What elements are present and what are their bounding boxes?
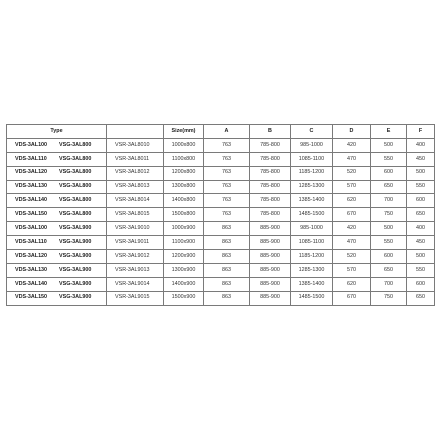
table-row xyxy=(7,152,435,166)
cell-b: 885-900 xyxy=(250,291,291,305)
cell-e: 650 xyxy=(371,263,407,277)
cell-type xyxy=(7,291,107,305)
cell-b: 785-800 xyxy=(250,194,291,208)
cell-b: 785-800 xyxy=(250,166,291,180)
cell-f: 450 xyxy=(407,152,435,166)
cell-c: 1085-1100 xyxy=(291,236,333,250)
cell-d: 420 xyxy=(333,138,371,152)
cell-size: 1400x900 xyxy=(164,277,204,291)
cell-f: 450 xyxy=(407,236,435,250)
cell-model-vsg: VSG-3AL900 xyxy=(59,294,92,301)
cell-d: 670 xyxy=(333,208,371,222)
cell-model-vsg: VSG-3AL900 xyxy=(59,238,92,245)
cell-e: 550 xyxy=(371,152,407,166)
table-row xyxy=(7,222,435,236)
cell-model-vsr: VSR-3AL9010 xyxy=(107,222,164,236)
cell-a: 863 xyxy=(204,263,250,277)
cell-model-vds: VDS-3AL100 xyxy=(15,224,48,231)
cell-type xyxy=(7,222,107,236)
cell-e: 500 xyxy=(371,138,407,152)
cell-model-vsr: VSR-3AL8015 xyxy=(107,208,164,222)
cell-model-vds: VDS-3AL130 xyxy=(15,183,48,190)
header-d: D xyxy=(333,125,371,139)
cell-d: 620 xyxy=(333,277,371,291)
cell-model-vsg: VSG-3AL900 xyxy=(59,252,92,259)
cell-a: 763 xyxy=(204,208,250,222)
cell-type xyxy=(7,180,107,194)
cell-model-vds: VDS-3AL150 xyxy=(15,211,48,218)
cell-size: 1000x900 xyxy=(164,222,204,236)
cell-d: 570 xyxy=(333,263,371,277)
cell-e: 750 xyxy=(371,291,407,305)
cell-size: 1300x800 xyxy=(164,180,204,194)
cell-model-vsr: VSR-3AL9015 xyxy=(107,291,164,305)
cell-size: 1400x800 xyxy=(164,194,204,208)
cell-b: 885-900 xyxy=(250,222,291,236)
cell-e: 550 xyxy=(371,236,407,250)
cell-c: 1185-1200 xyxy=(291,166,333,180)
cell-model-vsr: VSR-3AL8014 xyxy=(107,194,164,208)
cell-model-vsg: VSG-3AL900 xyxy=(59,280,92,287)
cell-d: 520 xyxy=(333,250,371,264)
cell-model-vsr: VSR-3AL9013 xyxy=(107,263,164,277)
cell-size: 1500x800 xyxy=(164,208,204,222)
cell-f: 600 xyxy=(407,277,435,291)
cell-type xyxy=(7,166,107,180)
cell-e: 750 xyxy=(371,208,407,222)
cell-size: 1000x800 xyxy=(164,138,204,152)
cell-size: 1500x900 xyxy=(164,291,204,305)
cell-b: 785-800 xyxy=(250,152,291,166)
table-row xyxy=(7,166,435,180)
cell-size: 1200x900 xyxy=(164,250,204,264)
spec-table-body xyxy=(7,125,435,306)
cell-f: 550 xyxy=(407,180,435,194)
header-e: E xyxy=(371,125,407,139)
table-row xyxy=(7,277,435,291)
header-c: C xyxy=(291,125,333,139)
cell-a: 763 xyxy=(204,166,250,180)
cell-c: 985-1000 xyxy=(291,222,333,236)
cell-model-vds: VDS-3AL150 xyxy=(15,294,48,301)
cell-f: 600 xyxy=(407,194,435,208)
cell-d: 470 xyxy=(333,236,371,250)
cell-f: 650 xyxy=(407,208,435,222)
cell-model-vsr: VSR-3AL9014 xyxy=(107,277,164,291)
cell-b: 885-900 xyxy=(250,263,291,277)
cell-type xyxy=(7,208,107,222)
cell-c: 1085-1100 xyxy=(291,152,333,166)
cell-d: 670 xyxy=(333,291,371,305)
cell-d: 620 xyxy=(333,194,371,208)
header-row xyxy=(7,125,435,139)
cell-size: 1100x800 xyxy=(164,152,204,166)
cell-c: 1285-1300 xyxy=(291,263,333,277)
cell-a: 863 xyxy=(204,236,250,250)
cell-e: 650 xyxy=(371,180,407,194)
table-row xyxy=(7,194,435,208)
cell-b: 785-800 xyxy=(250,208,291,222)
cell-d: 420 xyxy=(333,222,371,236)
cell-model-vds: VDS-3AL110 xyxy=(15,155,47,162)
cell-c: 1485-1500 xyxy=(291,208,333,222)
cell-a: 863 xyxy=(204,222,250,236)
cell-model-vsr: VSR-3AL9011 xyxy=(107,236,164,250)
cell-a: 863 xyxy=(204,250,250,264)
cell-e: 700 xyxy=(371,277,407,291)
cell-type xyxy=(7,138,107,152)
header-a: A xyxy=(204,125,250,139)
cell-f: 400 xyxy=(407,222,435,236)
cell-b: 885-900 xyxy=(250,250,291,264)
table-row xyxy=(7,180,435,194)
table-row xyxy=(7,263,435,277)
cell-a: 763 xyxy=(204,152,250,166)
cell-d: 470 xyxy=(333,152,371,166)
cell-model-vsg: VSG-3AL800 xyxy=(59,169,92,176)
cell-b: 785-800 xyxy=(250,138,291,152)
cell-a: 763 xyxy=(204,194,250,208)
header-code xyxy=(107,125,164,139)
cell-b: 885-900 xyxy=(250,236,291,250)
spec-table xyxy=(6,124,435,306)
header-f: F xyxy=(407,125,435,139)
cell-type xyxy=(7,194,107,208)
cell-model-vds: VDS-3AL140 xyxy=(15,197,48,204)
cell-c: 985-1000 xyxy=(291,138,333,152)
cell-c: 1385-1400 xyxy=(291,277,333,291)
cell-model-vsg: VSG-3AL800 xyxy=(59,155,92,162)
cell-model-vds: VDS-3AL110 xyxy=(15,238,47,245)
cell-model-vsg: VSG-3AL800 xyxy=(59,183,92,190)
cell-b: 885-900 xyxy=(250,277,291,291)
table-row xyxy=(7,250,435,264)
cell-f: 550 xyxy=(407,263,435,277)
header-type: Type xyxy=(7,125,107,139)
cell-model-vds: VDS-3AL140 xyxy=(15,280,48,287)
cell-c: 1285-1300 xyxy=(291,180,333,194)
cell-model-vsr: VSR-3AL9012 xyxy=(107,250,164,264)
table-row xyxy=(7,236,435,250)
cell-size: 1100x900 xyxy=(164,236,204,250)
cell-b: 785-800 xyxy=(250,180,291,194)
cell-c: 1385-1400 xyxy=(291,194,333,208)
cell-c: 1485-1500 xyxy=(291,291,333,305)
cell-model-vds: VDS-3AL100 xyxy=(15,141,48,148)
cell-f: 500 xyxy=(407,166,435,180)
cell-model-vds: VDS-3AL120 xyxy=(15,169,48,176)
cell-size: 1300x900 xyxy=(164,263,204,277)
cell-a: 763 xyxy=(204,138,250,152)
cell-model-vsg: VSG-3AL800 xyxy=(59,211,92,218)
cell-model-vsr: VSR-3AL8012 xyxy=(107,166,164,180)
cell-type xyxy=(7,236,107,250)
cell-model-vds: VDS-3AL130 xyxy=(15,266,48,273)
cell-model-vsr: VSR-3AL8010 xyxy=(107,138,164,152)
cell-d: 570 xyxy=(333,180,371,194)
cell-e: 700 xyxy=(371,194,407,208)
header-b: B xyxy=(250,125,291,139)
cell-e: 600 xyxy=(371,250,407,264)
cell-model-vds: VDS-3AL120 xyxy=(15,252,48,259)
header-size: Size(mm) xyxy=(164,125,204,139)
cell-type xyxy=(7,152,107,166)
table-row xyxy=(7,291,435,305)
cell-model-vsr: VSR-3AL8011 xyxy=(107,152,164,166)
cell-model-vsg: VSG-3AL800 xyxy=(59,141,92,148)
cell-e: 500 xyxy=(371,222,407,236)
cell-model-vsg: VSG-3AL800 xyxy=(59,197,92,204)
cell-model-vsr: VSR-3AL8013 xyxy=(107,180,164,194)
cell-model-vsg: VSG-3AL900 xyxy=(59,266,92,273)
cell-a: 863 xyxy=(204,291,250,305)
cell-type xyxy=(7,277,107,291)
cell-a: 763 xyxy=(204,180,250,194)
cell-model-vsg: VSG-3AL900 xyxy=(59,224,92,231)
cell-d: 520 xyxy=(333,166,371,180)
table-row xyxy=(7,208,435,222)
cell-f: 500 xyxy=(407,250,435,264)
cell-e: 600 xyxy=(371,166,407,180)
cell-f: 650 xyxy=(407,291,435,305)
cell-type xyxy=(7,250,107,264)
table-row xyxy=(7,138,435,152)
cell-f: 400 xyxy=(407,138,435,152)
cell-a: 863 xyxy=(204,277,250,291)
cell-size: 1200x800 xyxy=(164,166,204,180)
cell-c: 1185-1200 xyxy=(291,250,333,264)
cell-type xyxy=(7,263,107,277)
